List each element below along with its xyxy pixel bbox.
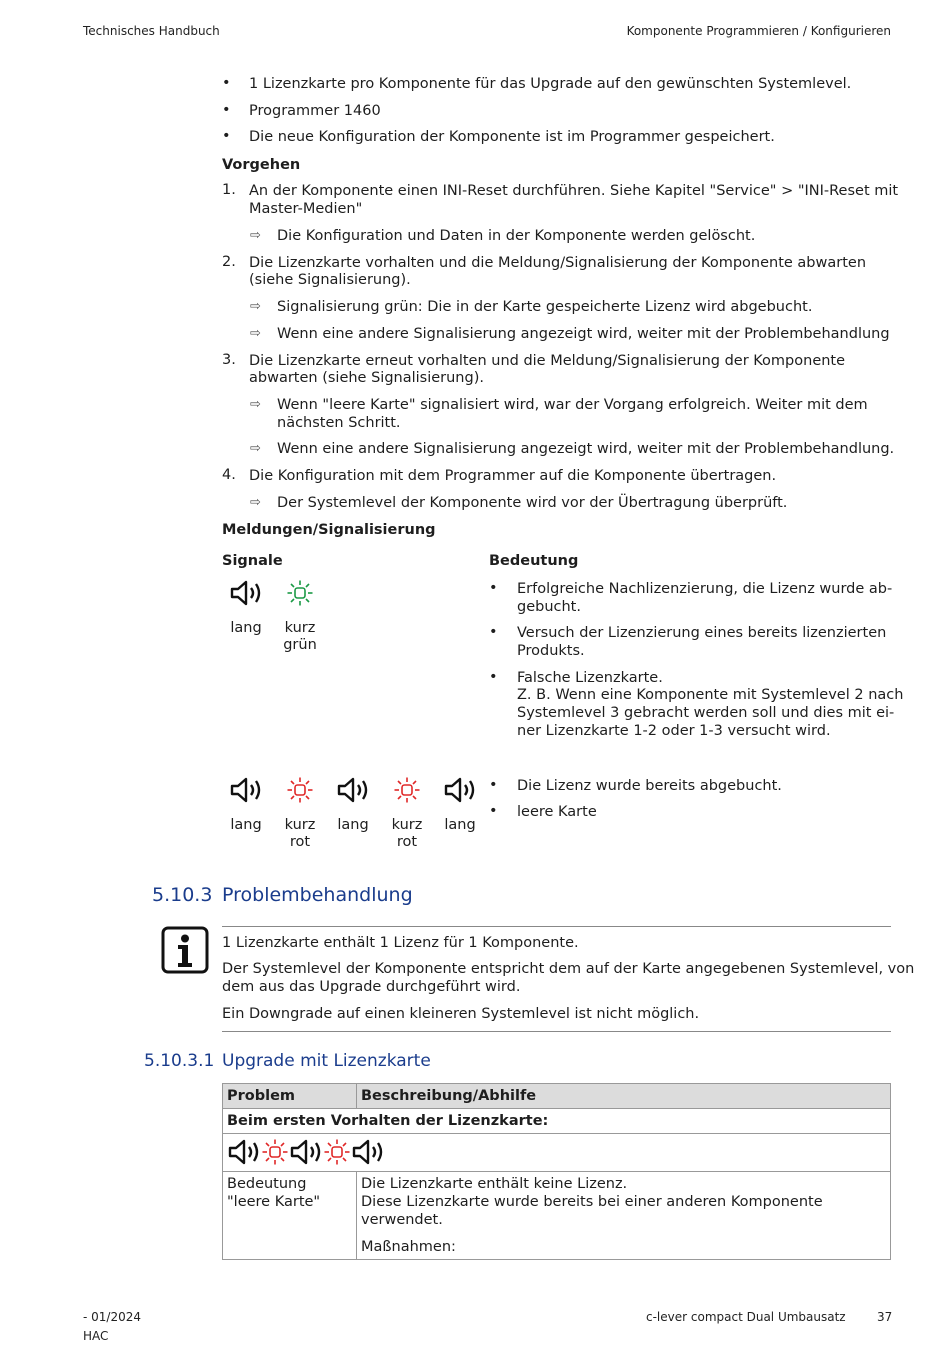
table-row: [223, 1134, 891, 1172]
info-text: Ein Downgrade auf einen kleineren Systemlevel ist nicht möglich.: [222, 1006, 700, 1022]
signal-label: lang: [444, 817, 476, 833]
problem-text: Bedeutung: [227, 1176, 307, 1192]
step-text: Die Konfiguration mit dem Programmer auf die Komponente übertragen.: [249, 468, 777, 484]
speaker-icon: [229, 776, 263, 804]
step-result: Wenn "leere Karte" signalisiert wird, war der Vorgang erfolgreich. Weiter mit dem: [277, 397, 868, 413]
step-text: (siehe Signalisierung).: [249, 272, 411, 288]
step-text: An der Komponente einen INI-Reset durchführen. Siehe Kapitel "Service" > "INI-Reset mit: [249, 183, 899, 199]
result-arrow-icon: ⇨: [250, 397, 261, 412]
meaning-text: Systemlevel 3 gebracht werden soll und dies mit ei-: [517, 705, 895, 721]
signal-label: rot: [396, 834, 418, 850]
subsection-number: 5.10.3.1: [144, 1051, 215, 1071]
led-red-icon: [323, 1138, 351, 1166]
meaning-text: leere Karte: [517, 804, 597, 820]
meaning-column-header: Bedeutung: [489, 553, 579, 569]
info-bottom-rule: [222, 1031, 891, 1032]
subsection-title: Upgrade mit Lizenzkarte: [222, 1051, 431, 1071]
problem-table: [222, 1083, 891, 1260]
requirement-item: 1 Lizenzkarte pro Komponente für das Upgrade auf den gewünschten Systemlevel.: [249, 76, 852, 92]
step-result: Wenn eine andere Signalisierung angezeigt wird, weiter mit der Problembehandlung.: [277, 441, 895, 457]
step-result: Die Konfiguration und Daten in der Komponente werden gelöscht.: [277, 228, 756, 244]
signal-label: lang: [230, 817, 262, 833]
column-header-description: Beschreibung/Abhilfe: [357, 1084, 891, 1109]
description-cell: [357, 1172, 891, 1260]
table-header-row: [223, 1084, 891, 1109]
signal-label: lang: [230, 620, 262, 636]
signal-sequence: [227, 1138, 886, 1166]
signals-column-header: Signale: [222, 553, 283, 569]
signal-sequence-cell: [223, 1134, 891, 1172]
speaker-icon: [336, 776, 370, 804]
bullet: •: [489, 669, 498, 685]
result-arrow-icon: ⇨: [250, 228, 261, 243]
requirement-item: Programmer 1460: [249, 103, 381, 119]
step-text: Master-Medien": [249, 201, 363, 217]
description-text: verwendet.: [361, 1212, 443, 1228]
meaning-text: Z. B. Wenn eine Komponente mit Systemlevel 2 nach: [517, 687, 904, 703]
running-header-right: Komponente Programmieren / Konfigurieren: [626, 24, 891, 38]
info-text: Der Systemlevel der Komponente entspricht dem auf der Karte angegebenen Systemlevel, von: [222, 961, 915, 977]
bullet: •: [489, 624, 498, 640]
step-number: 2.: [222, 254, 236, 270]
bullet: •: [222, 128, 231, 144]
section-number: 5.10.3: [152, 884, 213, 906]
step-number: 4.: [222, 467, 236, 483]
speaker-icon: [229, 579, 263, 607]
step-result: Wenn eine andere Signalisierung angezeigt wird, weiter mit der Problembehandlung: [277, 326, 890, 342]
meaning-text: Versuch der Lizenzierung eines bereits lizenzierten: [517, 625, 887, 641]
meaning-text: Die Lizenz wurde bereits abgebucht.: [517, 778, 782, 794]
meaning-text: Falsche Lizenzkarte.: [517, 670, 663, 686]
description-text: Diese Lizenzkarte wurde bereits bei einer anderen Komponente: [361, 1194, 823, 1210]
problem-cell: [223, 1172, 357, 1260]
running-header-left: Technisches Handbuch: [83, 24, 220, 38]
meaning-text: ner Lizenzkarte 1-2 oder 1-3 versucht wird.: [517, 723, 831, 739]
step-result: Der Systemlevel der Komponente wird vor der Übertragung überprüft.: [277, 495, 788, 511]
table-section-heading: Beim ersten Vorhalten der Lizenzkarte:: [223, 1109, 891, 1134]
footer-code: HAC: [83, 1329, 109, 1343]
table-row: [223, 1109, 891, 1134]
step-text: Die Lizenzkarte vorhalten und die Meldung/Signalisierung der Komponente abwarten: [249, 255, 867, 271]
signal-label: kurz: [284, 620, 316, 636]
speaker-icon: [443, 776, 477, 804]
bullet: •: [489, 580, 498, 596]
meaning-text: Produkts.: [517, 643, 585, 659]
signal-label: lang: [337, 817, 369, 833]
meaning-text: gebucht.: [517, 599, 581, 615]
led-red-icon: [286, 776, 314, 804]
section-title: Problembehandlung: [222, 884, 413, 906]
footer-date: - 01/2024: [83, 1310, 141, 1324]
step-result: nächsten Schritt.: [277, 415, 401, 431]
meaning-text: Erfolgreiche Nachlizenzierung, die Lizenz wurde ab-: [517, 581, 893, 597]
table-row: [223, 1172, 891, 1260]
page-number: 37: [877, 1310, 893, 1324]
step-result: Signalisierung grün: Die in der Karte gespeicherte Lizenz wird abgebucht.: [277, 299, 813, 315]
measures-label: Maßnahmen:: [361, 1239, 456, 1255]
result-arrow-icon: ⇨: [250, 326, 261, 341]
result-arrow-icon: ⇨: [250, 441, 261, 456]
step-number: 1.: [222, 182, 236, 198]
description-text: Die Lizenzkarte enthält keine Lizenz.: [361, 1176, 628, 1192]
info-top-rule: [222, 926, 891, 927]
footer-product: c-lever compact Dual Umbausatz: [646, 1310, 846, 1324]
bullet: •: [489, 803, 498, 819]
step-text: Die Lizenzkarte erneut vorhalten und die Meldung/Signalisierung der Komponente: [249, 353, 846, 369]
signal-label: kurz: [284, 817, 316, 833]
led-red-icon: [393, 776, 421, 804]
info-icon: [161, 926, 209, 974]
signal-label: grün: [283, 637, 317, 653]
bullet: •: [222, 102, 231, 118]
requirement-item: Die neue Konfiguration der Komponente ist im Programmer gespeichert.: [249, 129, 775, 145]
info-text: dem aus das Upgrade durchgeführt wird.: [222, 979, 521, 995]
bullet: •: [489, 777, 498, 793]
led-red-icon: [261, 1138, 289, 1166]
result-arrow-icon: ⇨: [250, 495, 261, 510]
procedure-heading: Vorgehen: [222, 157, 301, 173]
problem-text: "leere Karte": [227, 1194, 321, 1210]
signal-label: rot: [289, 834, 311, 850]
page-break-mask: [200, 1266, 920, 1306]
signals-heading: Meldungen/Signalisierung: [222, 522, 436, 538]
led-green-icon: [286, 579, 314, 607]
bullet: •: [222, 75, 231, 91]
speaker-icon: [289, 1138, 323, 1166]
speaker-icon: [227, 1138, 261, 1166]
signal-label: kurz: [391, 817, 423, 833]
result-arrow-icon: ⇨: [250, 299, 261, 314]
speaker-icon: [351, 1138, 385, 1166]
info-text: 1 Lizenzkarte enthält 1 Lizenz für 1 Komponente.: [222, 935, 579, 951]
step-text: abwarten (siehe Signalisierung).: [249, 370, 484, 386]
step-number: 3.: [222, 352, 236, 368]
column-header-problem: Problem: [223, 1084, 357, 1109]
